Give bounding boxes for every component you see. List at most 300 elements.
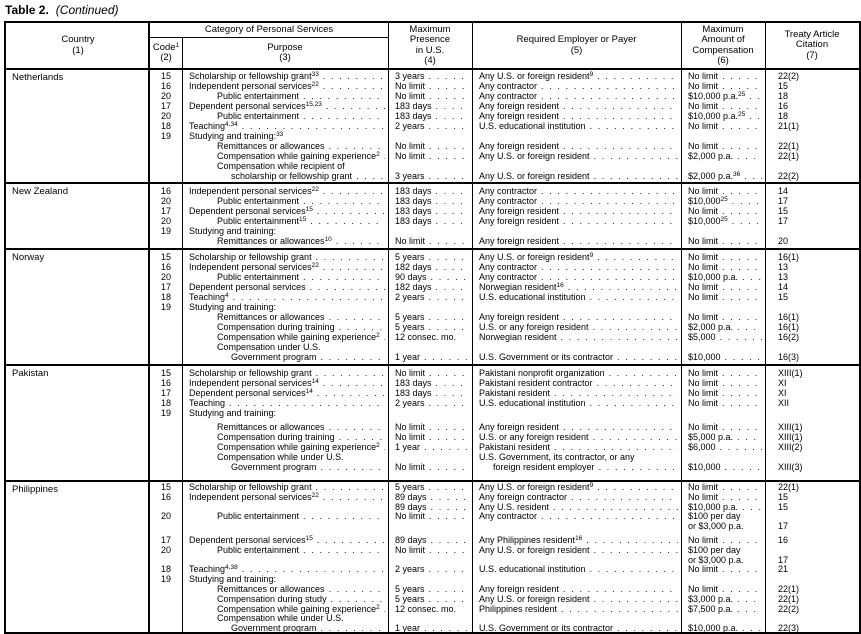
cell-payer: Any contractor . . .: [472, 91, 681, 101]
col-header-presence: [388, 23, 472, 68]
cell-presence: 89 days . . .: [388, 503, 472, 513]
header-line: Treaty Article: [784, 28, 840, 40]
dot-leader: [568, 282, 678, 292]
country-name: Philippines: [12, 484, 58, 495]
cell-payer: Pakistani resident . . .: [472, 442, 681, 452]
table-row: [150, 131, 859, 141]
header-line: Purpose: [267, 41, 303, 53]
cell-code: 15: [160, 252, 171, 262]
dot-leader: [316, 368, 385, 378]
dot-leader: [323, 186, 385, 196]
dot-leader: [590, 292, 678, 302]
table-row: [150, 422, 859, 432]
dot-leader: [317, 388, 385, 398]
cell-payer: Any foreign resident . . .: [472, 216, 681, 226]
dot-leader: [722, 236, 762, 246]
dot-leader: [310, 282, 385, 292]
cell-amount: [681, 161, 765, 171]
table-row: [150, 111, 859, 121]
dot-leader: [722, 141, 762, 151]
cell-purpose: Independent personal services $^{22}$ . . .: [182, 493, 388, 503]
cell-amount: $10,000 p.a. . . .: [681, 272, 765, 282]
dot-leader: [429, 141, 469, 151]
cell-purpose: Teaching $^{4,38}$ . . .: [182, 565, 388, 575]
cell-code: 19: [160, 226, 171, 236]
dot-leader: [742, 272, 762, 282]
cell-treaty: 22(2): [778, 603, 800, 614]
column-divider: [148, 23, 150, 632]
col-header-country: [6, 23, 150, 68]
dot-leader: [722, 206, 762, 216]
cell-purpose: Compensation while gaining experience $^2$ . . .: [182, 151, 388, 161]
cell-amount: No limit . . .: [681, 536, 765, 546]
cell-presence: 183 days . . .: [388, 206, 472, 216]
cell-amount: $10,000 . . .: [681, 462, 765, 472]
cell-treaty: 15: [778, 491, 789, 502]
header-line: (7): [806, 49, 818, 61]
table-row: [150, 236, 859, 246]
cell-purpose: Dependent personal services $^{15}$ . . .: [182, 536, 388, 546]
cell-purpose: Studying and training: $^{33}$: [189, 131, 284, 141]
cell-presence: 182 days . . .: [388, 262, 472, 272]
cell-amount: No limit . . .: [681, 101, 765, 111]
dot-leader: [561, 605, 678, 615]
dot-leader: [436, 378, 469, 388]
cell-presence: 2 years . . .: [388, 292, 472, 302]
table-row: [150, 432, 859, 442]
dot-leader: [323, 493, 385, 503]
cell-payer: Any contractor . . .: [472, 512, 681, 522]
dot-leader: [722, 252, 762, 262]
cell-amount: No limit . . .: [681, 141, 765, 151]
header-line: Maximum: [409, 23, 451, 35]
cell-payer: Any U.S. or foreign resident . . .: [472, 595, 681, 605]
cell-purpose: Dependent personal services $^{15}$ . . .: [182, 206, 388, 216]
cell-presence: No limit . . .: [388, 462, 472, 472]
header-line: Compensation: [692, 44, 754, 56]
cell-payer: U.S. Government or its contractor . . .: [472, 624, 681, 634]
cell-payer: Any foreign resident . . .: [472, 206, 681, 216]
dot-leader: [303, 546, 385, 556]
country-name: Pakistan: [12, 368, 49, 379]
cell-presence: 183 days . . .: [388, 101, 472, 111]
cell-code: 17: [160, 101, 171, 111]
cell-amount: No limit . . .: [681, 71, 765, 81]
cell-treaty: 22(1): [778, 151, 800, 161]
dot-leader: [429, 171, 469, 181]
cell-payer: Any contractor . . .: [472, 262, 681, 272]
dot-leader: [424, 352, 469, 362]
cell-code: [150, 585, 182, 595]
cell-purpose: Scholarship or fellowship grant . . .: [182, 483, 388, 493]
cell-purpose: Studying and training:: [189, 408, 277, 418]
cell-payer: [472, 302, 681, 312]
cell-purpose: Compensation while under U.S.: [217, 613, 344, 624]
cell-payer: Pakistani nonprofit organization . . .: [472, 368, 681, 378]
cell-payer: Any foreign resident . . .: [472, 585, 681, 595]
cell-presence: No limit . . .: [388, 432, 472, 442]
cell-treaty: XI: [778, 388, 787, 398]
col-header-category: Category of Personal Services: [150, 23, 388, 38]
cell-treaty: 16(1): [778, 312, 800, 322]
cell-purpose: Remittances or allowances . . .: [182, 585, 388, 595]
dot-leader: [429, 252, 469, 262]
cell-payer: Any foreign resident . . .: [472, 111, 681, 121]
header-line: (1): [72, 44, 84, 56]
cell-code: 17: [160, 388, 171, 398]
dot-leader: [563, 312, 678, 322]
dot-leader: [541, 186, 678, 196]
cell-payer: Any foreign resident . . .: [472, 422, 681, 432]
cell-presence: No limit . . .: [388, 422, 472, 432]
cell-treaty: XII: [778, 398, 790, 408]
dot-leader: [594, 546, 678, 556]
dot-leader: [436, 111, 469, 121]
header-line: Citation: [795, 39, 829, 51]
header-line: Code$^1$: [152, 41, 180, 53]
table-row: [150, 624, 859, 634]
table-row: [150, 368, 859, 378]
dot-leader: [317, 536, 385, 546]
dot-leader: [431, 503, 469, 513]
cell-treaty: 14: [778, 282, 789, 292]
dot-leader: [436, 262, 469, 272]
dot-leader: [436, 206, 469, 216]
dot-leader: [429, 322, 469, 332]
country-rows: [150, 366, 859, 480]
dot-leader: [431, 493, 469, 503]
cell-treaty: XIII(1): [778, 422, 803, 432]
cell-code: [150, 352, 182, 362]
cell-presence: 5 years . . .: [388, 585, 472, 595]
dot-leader: [593, 432, 678, 442]
cell-treaty: 17: [778, 554, 789, 565]
cell-amount: No limit . . .: [681, 81, 765, 91]
dot-leader: [737, 322, 762, 332]
header-line: (5): [570, 44, 583, 56]
table-row: [150, 262, 859, 272]
dot-leader: [436, 388, 469, 398]
cell-presence: [388, 161, 472, 171]
cell-amount: [681, 226, 765, 236]
dot-leader: [722, 565, 762, 575]
dot-leader: [725, 462, 762, 472]
dot-leader: [597, 483, 678, 493]
cell-presence: [388, 342, 472, 352]
cell-amount: No limit . . .: [681, 236, 765, 246]
cell-treaty: XIII(1): [778, 432, 803, 442]
dot-leader: [749, 111, 762, 121]
cell-payer: Any U.S. or foreign resident $^9$ . . .: [472, 252, 681, 262]
dot-leader: [590, 565, 678, 575]
dot-leader: [303, 512, 385, 522]
cell-treaty: 22(1): [778, 583, 800, 594]
cell-amount: $5,000 . . .: [681, 332, 765, 342]
dot-leader: [722, 71, 762, 81]
header-line: (3): [279, 52, 291, 63]
table-row: [150, 121, 859, 131]
cell-presence: 1 year . . .: [388, 624, 472, 634]
cell-code: [150, 236, 182, 246]
dot-leader: [317, 206, 385, 216]
dot-leader: [722, 121, 762, 131]
cell-amount: No limit . . .: [681, 368, 765, 378]
dot-leader: [725, 352, 762, 362]
dot-leader: [303, 111, 385, 121]
dot-leader: [554, 388, 678, 398]
cell-presence: 1 year . . .: [388, 442, 472, 452]
cell-presence: No limit . . .: [388, 91, 472, 101]
cell-amount: $10,000 . . .: [681, 352, 765, 362]
country-section-netherlands: [6, 70, 859, 182]
cell-code: 18: [160, 121, 171, 131]
cell-treaty: 18: [778, 91, 789, 101]
dot-leader: [597, 378, 678, 388]
cell-presence: 183 days . . .: [388, 388, 472, 398]
cell-presence: 182 days . . .: [388, 282, 472, 292]
dot-leader: [329, 422, 385, 432]
cell-amount: No limit . . .: [681, 585, 765, 595]
cell-code: 20: [160, 544, 171, 555]
cell-code: [150, 462, 182, 472]
header-line: (4): [424, 55, 436, 66]
cell-purpose: Teaching $^{4,34}$ . . .: [182, 121, 388, 131]
cell-payer: [472, 342, 681, 352]
cell-amount: No limit . . .: [681, 252, 765, 262]
dot-leader: [737, 432, 762, 442]
cell-purpose: Public entertainment . . .: [182, 512, 388, 522]
cell-treaty: 16(3): [778, 352, 800, 362]
cell-payer: U.S. Government, its contractor, or any: [479, 452, 635, 462]
column-divider: [765, 23, 766, 632]
cell-code: [150, 312, 182, 322]
dot-leader: [541, 196, 678, 206]
cell-payer: Any U.S. or foreign resident . . .: [472, 151, 681, 161]
dot-leader: [563, 216, 678, 226]
table-row: [150, 292, 859, 302]
cell-payer: foreign resident employer . . .: [472, 462, 681, 472]
cell-presence: [388, 452, 472, 462]
cell-amount: No limit . . .: [681, 206, 765, 216]
cell-amount: No limit . . .: [681, 422, 765, 432]
cell-treaty: 15: [778, 81, 789, 91]
cell-purpose: Government program . . .: [182, 352, 388, 362]
table-row: [150, 378, 859, 388]
table-row: [150, 196, 859, 206]
cell-amount: $10,000 p.a. . . .: [681, 624, 765, 634]
table-row: [150, 442, 859, 452]
cell-presence: No limit . . .: [388, 141, 472, 151]
cell-amount: or $3,000 p.a.: [688, 521, 744, 532]
cell-payer: Any contractor . . .: [472, 272, 681, 282]
col-header-code: [150, 38, 182, 68]
cell-payer: U.S. or any foreign resident . . .: [472, 322, 681, 332]
dot-leader: [424, 442, 469, 452]
dot-leader: [594, 171, 678, 181]
cell-presence: No limit . . .: [388, 236, 472, 246]
column-divider: [182, 38, 183, 632]
dot-leader: [323, 262, 385, 272]
cell-payer: Any U.S. or foreign resident . . .: [472, 171, 681, 181]
cell-treaty: 22(3): [778, 623, 800, 634]
dot-leader: [429, 91, 469, 101]
cell-code: [150, 161, 182, 171]
dot-leader: [384, 151, 385, 161]
table-row: [150, 512, 859, 522]
cell-code: 15: [160, 368, 171, 378]
country-rows: [150, 184, 859, 248]
dot-leader: [356, 171, 385, 181]
dot-leader: [722, 422, 762, 432]
cell-payer: Any foreign resident . . .: [472, 312, 681, 322]
cell-presence: 5 years . . .: [388, 595, 472, 605]
cell-treaty: 15: [778, 501, 789, 512]
dot-leader: [722, 101, 762, 111]
cell-amount: $100 per day: [688, 544, 741, 555]
dot-leader: [722, 378, 762, 388]
dot-leader: [303, 91, 385, 101]
cell-purpose: Scholarship or fellowship grant . . .: [182, 368, 388, 378]
cell-code: [150, 442, 182, 452]
table-title-continued: (Continued): [55, 3, 119, 17]
cell-purpose: Public entertainment . . .: [182, 546, 388, 556]
cell-presence: 1 year . . .: [388, 352, 472, 362]
cell-presence: [388, 522, 472, 532]
dot-leader: [429, 432, 469, 442]
cell-purpose: Compensation while gaining experience $^2$ . . .: [182, 332, 388, 342]
cell-payer: [472, 131, 681, 141]
cell-amount: No limit . . .: [681, 292, 765, 302]
cell-code: [150, 332, 182, 342]
dot-leader: [436, 282, 469, 292]
dot-leader: [431, 272, 469, 282]
cell-treaty: 15: [778, 292, 789, 302]
cell-presence: [388, 226, 472, 236]
dot-leader: [732, 216, 762, 226]
table-title-label: Table 2.: [5, 3, 49, 17]
cell-payer: Any contractor . . .: [472, 186, 681, 196]
cell-amount: or $3,000 p.a.: [688, 554, 744, 565]
cell-purpose: Studying and training:: [189, 574, 277, 585]
cell-purpose: Compensation while gaining experience $^2$ . . .: [182, 442, 388, 452]
cell-amount: [681, 302, 765, 312]
dot-leader: [749, 91, 762, 101]
dot-leader: [242, 121, 385, 131]
table-row: [150, 151, 859, 161]
cell-treaty: 16: [778, 101, 789, 111]
dot-leader: [436, 196, 469, 206]
cell-treaty: [765, 161, 859, 171]
header-line: in U.S.: [415, 44, 445, 56]
dot-leader: [609, 368, 678, 378]
country-section-pakistan: [6, 364, 859, 480]
dot-leader: [310, 216, 385, 226]
dot-leader: [429, 565, 469, 575]
cell-payer: U.S. Government or its contractor . . .: [472, 352, 681, 362]
col-header-amount: [681, 23, 765, 68]
header-line: (2): [160, 52, 172, 63]
cell-payer: Any U.S. or foreign resident $^9$ . . .: [472, 483, 681, 493]
dot-leader: [563, 111, 678, 121]
dot-leader: [722, 483, 762, 493]
dot-leader: [431, 536, 469, 546]
dot-leader: [722, 292, 762, 302]
cell-purpose: Scholarship or fellowship grant $^{33}$ . . .: [182, 71, 388, 81]
table-row: [150, 226, 859, 236]
dot-leader: [323, 378, 385, 388]
dot-leader: [722, 282, 762, 292]
dot-leader: [594, 151, 678, 161]
table-row: [150, 388, 859, 398]
cell-presence: No limit . . .: [388, 546, 472, 556]
cell-presence: No limit . . .: [388, 151, 472, 161]
cell-purpose: Studying and training:: [189, 302, 277, 312]
cell-purpose: Dependent personal services $^{15,23}$ . . .: [182, 101, 388, 111]
table-row: [150, 272, 859, 282]
cell-presence: [388, 302, 472, 312]
header-line: Required Employer or Payer: [516, 34, 637, 45]
cell-code: 16: [160, 491, 171, 502]
cell-purpose: Independent personal services $^{22}$ . . .: [182, 186, 388, 196]
table-row: [150, 522, 859, 532]
cell-code: 17: [160, 206, 171, 216]
cell-payer: Norwegian resident . . .: [472, 332, 681, 342]
cell-purpose: Independent personal services $^{14}$ . . .: [182, 378, 388, 388]
cell-payer: Any foreign contractor . . .: [472, 493, 681, 503]
cell-presence: No limit . . .: [388, 368, 472, 378]
cell-code: 16: [160, 186, 171, 196]
dot-leader: [303, 272, 385, 282]
cell-treaty: 22(1): [778, 141, 800, 151]
cell-purpose: Compensation during training . . .: [182, 322, 388, 332]
dot-leader: [563, 101, 678, 111]
cell-amount: $7,500 p.a. . . .: [681, 605, 765, 615]
cell-treaty: XIII(1): [778, 368, 803, 378]
cell-code: 20: [160, 91, 171, 101]
country-section-philippines: [6, 480, 859, 632]
dot-leader: [429, 71, 469, 81]
table-row: [150, 352, 859, 362]
cell-amount: $6,000 . . .: [681, 442, 765, 452]
cell-presence: 3 years . . .: [388, 71, 472, 81]
cell-treaty: XIII(2): [778, 442, 803, 452]
dot-leader: [541, 272, 678, 282]
country-section-norway: [6, 248, 859, 364]
cell-purpose: Compensation under U.S.: [217, 342, 321, 352]
cell-code: 15: [160, 71, 171, 81]
dot-leader: [384, 332, 385, 342]
dot-leader: [722, 312, 762, 322]
dot-leader: [722, 81, 762, 91]
dot-leader: [720, 332, 762, 342]
cell-amount: No limit . . .: [681, 388, 765, 398]
dot-leader: [429, 398, 469, 408]
cell-treaty: 16(1): [778, 252, 800, 262]
country-rows: [150, 250, 859, 364]
cell-amount: $2,000 p.a. $^{36}$ . . .: [681, 171, 765, 181]
table-row: [150, 282, 859, 292]
cell-code: [150, 432, 182, 442]
cell-amount: $2,000 p.a. . . .: [681, 151, 765, 161]
cell-code: 20: [160, 511, 171, 522]
cell-presence: 183 days . . .: [388, 186, 472, 196]
dot-leader: [329, 312, 385, 322]
cell-amount: No limit . . .: [681, 378, 765, 388]
dot-leader: [233, 292, 385, 302]
cell-treaty: 22(1): [778, 482, 800, 492]
dot-leader: [303, 196, 385, 206]
cell-presence: 89 days . . .: [388, 536, 472, 546]
